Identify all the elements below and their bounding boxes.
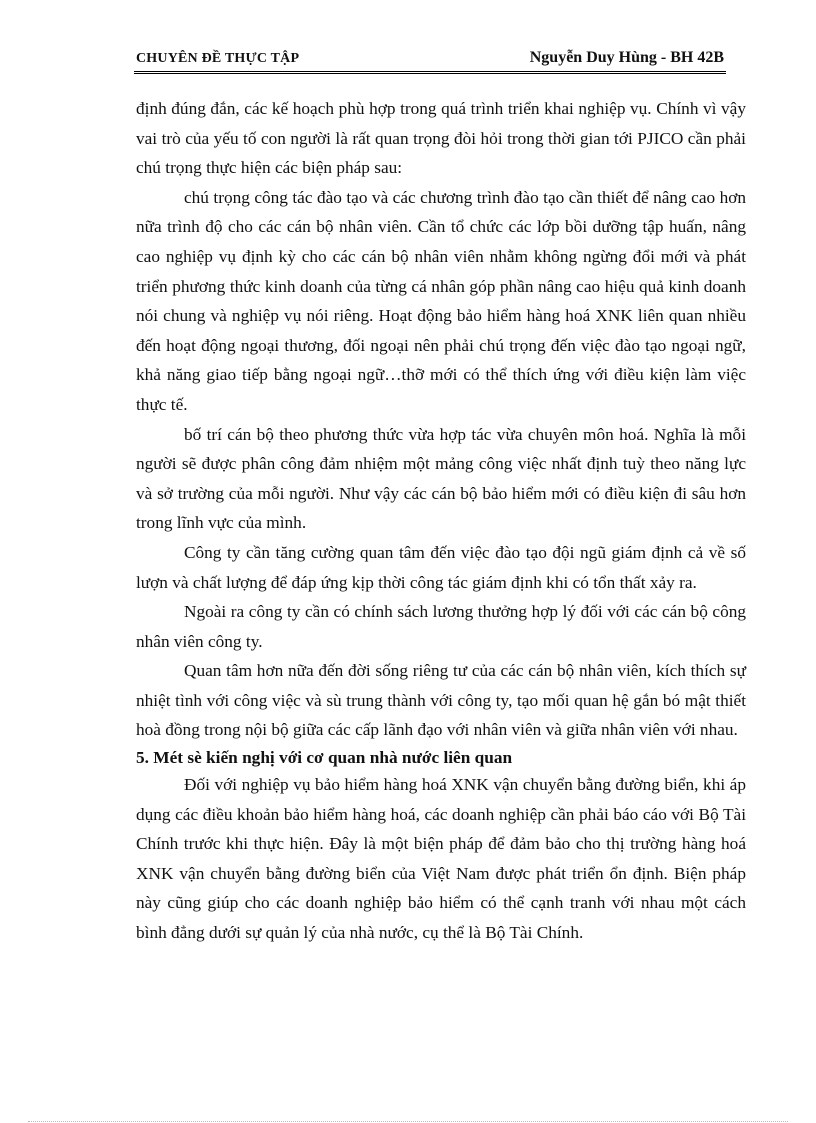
- paragraph-training: chú trọng công tác đào tạo và các chương trình đào tạo cần thiết để nâng cao hơn nữa trình độ cho các cán bộ nhân viên. Cần tổ chức các lớp bồi dưỡng tập huấn, nâng cao nghiệp vụ định kỳ cho các cán bộ nhân viên nhằm không ngừng đổi mới và phát triển phương thức kinh doanh của từng cá nhân góp phần nâng cao hiệu quả kinh doanh nói chung và nghiệp vụ nói riêng. Hoạt động bảo hiểm hàng hoá XNK liên quan nhiều đến hoạt động ngoại thương, đối ngoại nên phải chú trọng đến việc đào tạo ngoại ngữ, khả năng giao tiếp bằng ngoại ngữ…thỡ mới có thể thích ứng với điều kiện làm việc thực tế.: [136, 187, 746, 414]
- paragraph-recommendation: Đối với nghiệp vụ bảo hiểm hàng hoá XNK vận chuyển bằng đường biển, khi áp dụng các điều khoản bảo hiểm hàng hoá, các doanh nghiệp cần phải báo cáo với Bộ Tài Chính trước khi thực hiện. Đây là một biện pháp để đảm bảo cho thị trường hàng hoá XNK vận chuyển bằng đường biển của Việt Nam được phát triển ổn định. Biện pháp này cũng giúp cho các doanh nghiệp bảo hiểm có thể cạnh tranh với nhau một cách bình đẳng dưới sự quản lý của nhà nước, cụ thể là Bộ Tài Chính.: [136, 775, 746, 943]
- paragraph-continuation: định đúng đắn, các kế hoạch phù hợp trong quá trình triển khai nghiệp vụ. Chính vì vậy vai trò của yếu tố con người là rất quan trọng đòi hỏi trong thời gian tới PJICO cần phải chú trọng thực hiện các biện pháp sau:: [136, 99, 746, 178]
- paragraph-assessors: Công ty cần tăng cường quan tâm đến việc đào tạo đội ngũ giám định cả về số lượn và chất lượng để đáp ứng kịp thời công tác giám định khi có tổn thất xảy ra.: [136, 542, 746, 592]
- page-header: [134, 49, 726, 74]
- paragraph-staff-welfare: Quan tâm hơn nữa đến đời sống riêng tư của các cán bộ nhân viên, kích thích sự nhiệt tình với công việc và sù trung thành với công ty, tạo mối quan hệ gắn bó mật thiết hoà đồng trong nội bộ giữa các cấp lãnh đạo với nhân viên và giữa nhân viên với nhau.: [136, 661, 746, 740]
- header-title: CHUYÊN ĐỀ THỰC TẬP: [136, 51, 300, 66]
- paragraph-staff-allocation: bố trí cán bộ theo phương thức vừa hợp tác vừa chuyên môn hoá. Nghĩa là mỗi người sẽ được phân công đảm nhiệm một mảng công việc nhất định tuỳ theo năng lực và sở trường của mỗi người. Như vậy các cán bộ bảo hiểm mới có điều kiện đi sâu hơn trong lĩnh vực của mình.: [136, 424, 746, 533]
- paragraph-salary: Ngoài ra công ty cần có chính sách lương thưởng hợp lý đối với các cán bộ công nhân viên công ty.: [136, 602, 746, 651]
- document-body: [136, 94, 746, 948]
- header-author: Nguyễn Duy Hùng - BH 42B: [529, 49, 724, 66]
- page-bottom-divider: [28, 1121, 788, 1122]
- section-heading: 5. Mét sè kiến nghị với cơ quan nhà nước liên quan: [136, 748, 513, 768]
